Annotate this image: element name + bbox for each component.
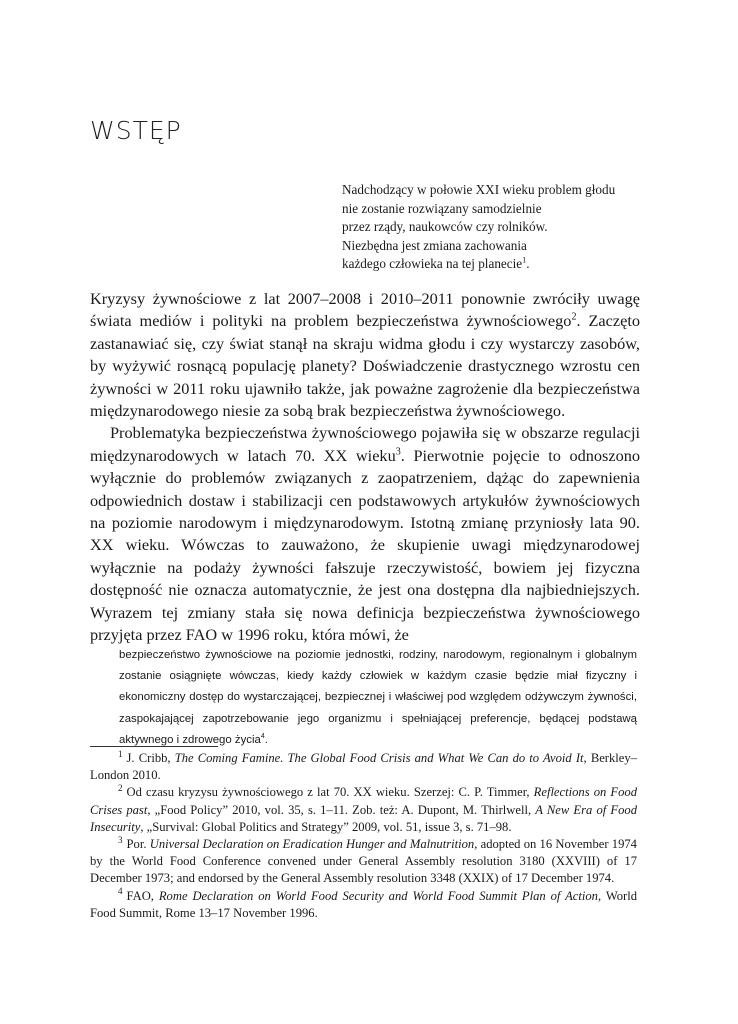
footnotes: [90, 750, 637, 922]
footnote-2: [90, 784, 637, 836]
paragraph-text: Problematyka bezpieczeństwa żywnościowego pojawiła się w obszarze regulacji międzynarodowych w latach 70. XX wieku: [90, 423, 640, 465]
paragraph-2: [90, 422, 640, 646]
paragraph-text: . Pierwotnie pojęcie to odnoszono wyłącznie do problemów związanych z zaopatrzeniem, dążąc do zapewnienia odpowiednich dostaw i stabilizacji cen podstawowych artykułów żywnościowych na poziomie narodowym i międzynarodowym. Istotną zmianę przyniosły lata 90. XX wieku. Wówczas to zauważono, że skupienie uwagi międzynarodowej wyłącznie na podaży żywności fałszuje rzeczywistość, bowiem jej fizyczna dostępność nie oznacza automatycznie, że jest ona dostępna dla najbiedniejszych. Wyrazem tej zmiany stała się nowa definicja bezpieczeństwa żywnościowego przyjęta przez FAO w 1996 roku, która mówi, że: [90, 445, 641, 645]
footnote-text: FAO,: [126, 888, 159, 903]
epigraph-line: Niezbędna jest zmiana zachowania: [342, 237, 527, 253]
paragraph-text: . Zaczęto zastanawiać się, czy świat stanął na skraju widma głodu i czy wystarczy zasobów, by wyżywić rosnącą populację planety? Doświadczenie drastycznego wzrostu cen żywności w 2011 roku ujawniło także, jak poważne zagrożenie dla bezpieczeństwa międzynarodowego niesie za sobą brak bezpieczeństwa żywnościowego.: [90, 311, 641, 421]
footnote-text: , Berkley–London 2010.: [90, 751, 637, 783]
footnote-text: , adopted on 16 November 1974 by the World Food Conference convened under General Assembly resolution 3180 (XXVIII) of 17 December 1973; and endorsed by the General Assembly resolution 3348 (XXIX) of 17 December 1974.: [90, 837, 637, 886]
footnote-text: , „Survival: Global Politics and Strategy” 2009, vol. 51, issue 3, s. 71–98.: [140, 819, 512, 834]
quote-paragraph: [119, 645, 637, 751]
block-quote: [119, 645, 637, 751]
footnote-text: , World Food Summit, Rome 13–17 November 1996.: [90, 888, 637, 920]
footnote-text: , „Food Policy” 2010, vol. 35, s. 1–11. Zob. też: A. Dupont, M. Thirlwell,: [147, 802, 536, 817]
paragraph-1: [90, 288, 640, 422]
quote-text: bezpieczeństwo żywnościowe na poziomie jednostki, rodziny, narodowym, regionalnym i globalnym zostanie osiągnięte wówczas, kiedy każdy człowiek w każdym czasie będzie miał fizyczny i ekonomiczny dostęp do wystarczającej, bezpiecznej i właściwej pod względem odżywczym żywności, zaspokajającej zapotrzebowanie jego organizmu i spełniającej preferencje, będącej podstawą aktywnego i zdrowego życia: [119, 649, 637, 746]
paragraph-text: Kryzysy żywnościowe z lat 2007–2008 i 2010–2011 ponownie zwróciły uwagę świata mediów i polityki na problem bezpieczeństwa żywnościowego: [90, 289, 640, 331]
epigraph-text: każdego człowieka na tej planecie: [342, 256, 523, 271]
footnote-title: The Coming Famine. The Global Food Crisis and What We Can do to Avoid It: [174, 751, 584, 765]
footnote-title: Rome Declaration on World Food Security and World Food Summit Plan of Action: [158, 888, 598, 903]
footnote-number: 3: [118, 834, 123, 845]
footnote-title: Universal Declaration on Eradication Hunger and Malnutrition: [149, 837, 475, 852]
epigraph-end: .: [526, 256, 530, 271]
epigraph-line-last: [342, 255, 672, 274]
footnote-ref-3[interactable]: 3: [395, 446, 401, 458]
footnote-text: J. Cribb,: [126, 751, 175, 765]
footnote-3: [90, 836, 637, 888]
footnote-title: Reflections on Food Crises past: [90, 785, 637, 817]
quote-end: .: [264, 733, 268, 746]
footnote-number: 1: [118, 748, 123, 759]
footnote-ref-1[interactable]: 1: [522, 255, 527, 265]
footnote-ref-2[interactable]: 2: [571, 311, 577, 323]
footnote-ref-4[interactable]: 4: [260, 733, 265, 741]
epigraph-line: przez rządy, naukowców czy rolników.: [342, 219, 548, 234]
footnote-number: 2: [118, 783, 123, 794]
epigraph: [342, 181, 672, 274]
footnote-divider: [90, 746, 218, 747]
main-body: [90, 288, 640, 647]
epigraph-line: Nadchodzący w połowie XXI wieku problem głodu: [342, 182, 616, 197]
epigraph-line: nie zostanie rozwiązany samodzielnie: [342, 200, 542, 216]
footnote-text: Od czasu kryzysu żywnościowego z lat 70. XX wieku. Szerzej: C. P. Timmer,: [126, 785, 534, 800]
footnote-text: Por.: [126, 837, 150, 852]
chapter-heading: WSTĘP: [90, 116, 182, 145]
footnote-title: A New Era of Food Insecurity: [90, 802, 637, 834]
footnote-number: 4: [118, 886, 123, 897]
footnote-1: [90, 750, 637, 784]
footnote-4: [90, 888, 637, 922]
